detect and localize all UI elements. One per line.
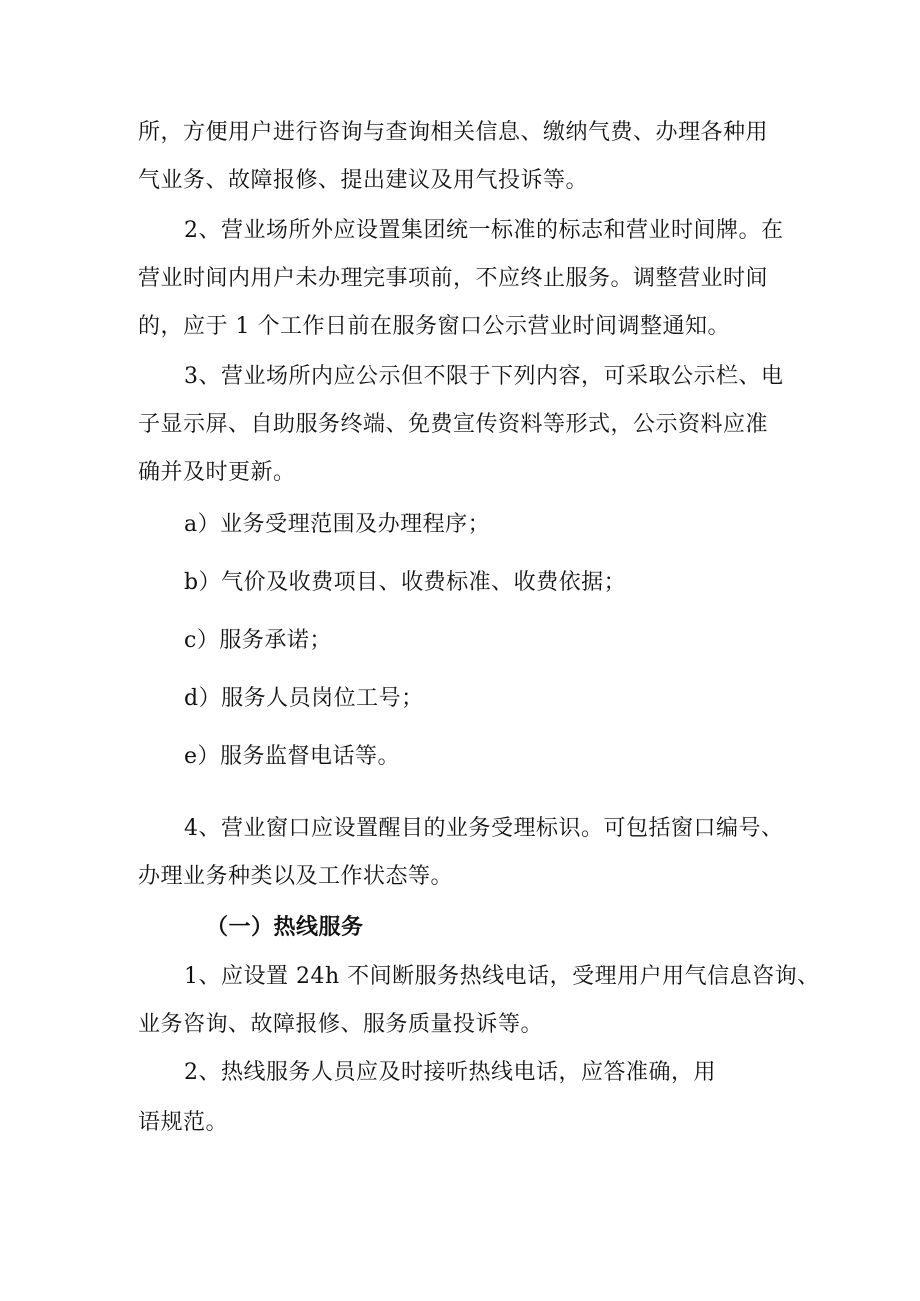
text-line: 2、热线服务人员应及时接听热线电话，应答准确，用 (184, 1060, 716, 1085)
text-line: 3、营业场所内应公示但不限于下列内容，可采取公示栏、电 (184, 364, 784, 389)
text-line: 的，应于 1 个工作日前在服务窗口公示营业时间调整通知。 (138, 314, 730, 339)
text-line: 4、营业窗口应设置醒目的业务受理标识。可包括窗口编号、 (184, 816, 784, 841)
section-heading: （一）热线服务 (206, 914, 364, 940)
text-line: 确并及时更新。 (138, 460, 296, 485)
list-item: e）服务监督电话等。 (184, 744, 401, 769)
text-line: 2、营业场所外应设置集团统一标准的标志和营业时间牌。在 (184, 218, 784, 243)
text-line: 营业时间内用户未办理完事项前，不应终止服务。调整营业时间 (138, 266, 769, 291)
text-line: 业务咨询、故障报修、服务质量投诉等。 (138, 1012, 544, 1037)
text-line: 子显示屏、自助服务终端、免费宣传资料等形式，公示资料应准 (138, 412, 769, 437)
list-item: c）服务承诺； (184, 628, 332, 653)
text-line: 语规范。 (138, 1110, 229, 1135)
list-item: d）服务人员岗位工号； (184, 686, 424, 711)
list-item: b）气价及收费项目、收费标准、收费依据； (184, 570, 627, 595)
text-line: 所，方便用户进行咨询与查询相关信息、缴纳气费、办理各种用 (138, 120, 769, 145)
text-line: 办理业务种类以及工作状态等。 (138, 864, 454, 889)
text-line: 气业务、故障报修、提出建议及用气投诉等。 (138, 168, 589, 193)
list-item: a）业务受理范围及办理程序； (184, 512, 491, 537)
text-line: 1、应设置 24h 不间断服务热线电话，受理用户用气信息咨询、 (184, 964, 820, 989)
